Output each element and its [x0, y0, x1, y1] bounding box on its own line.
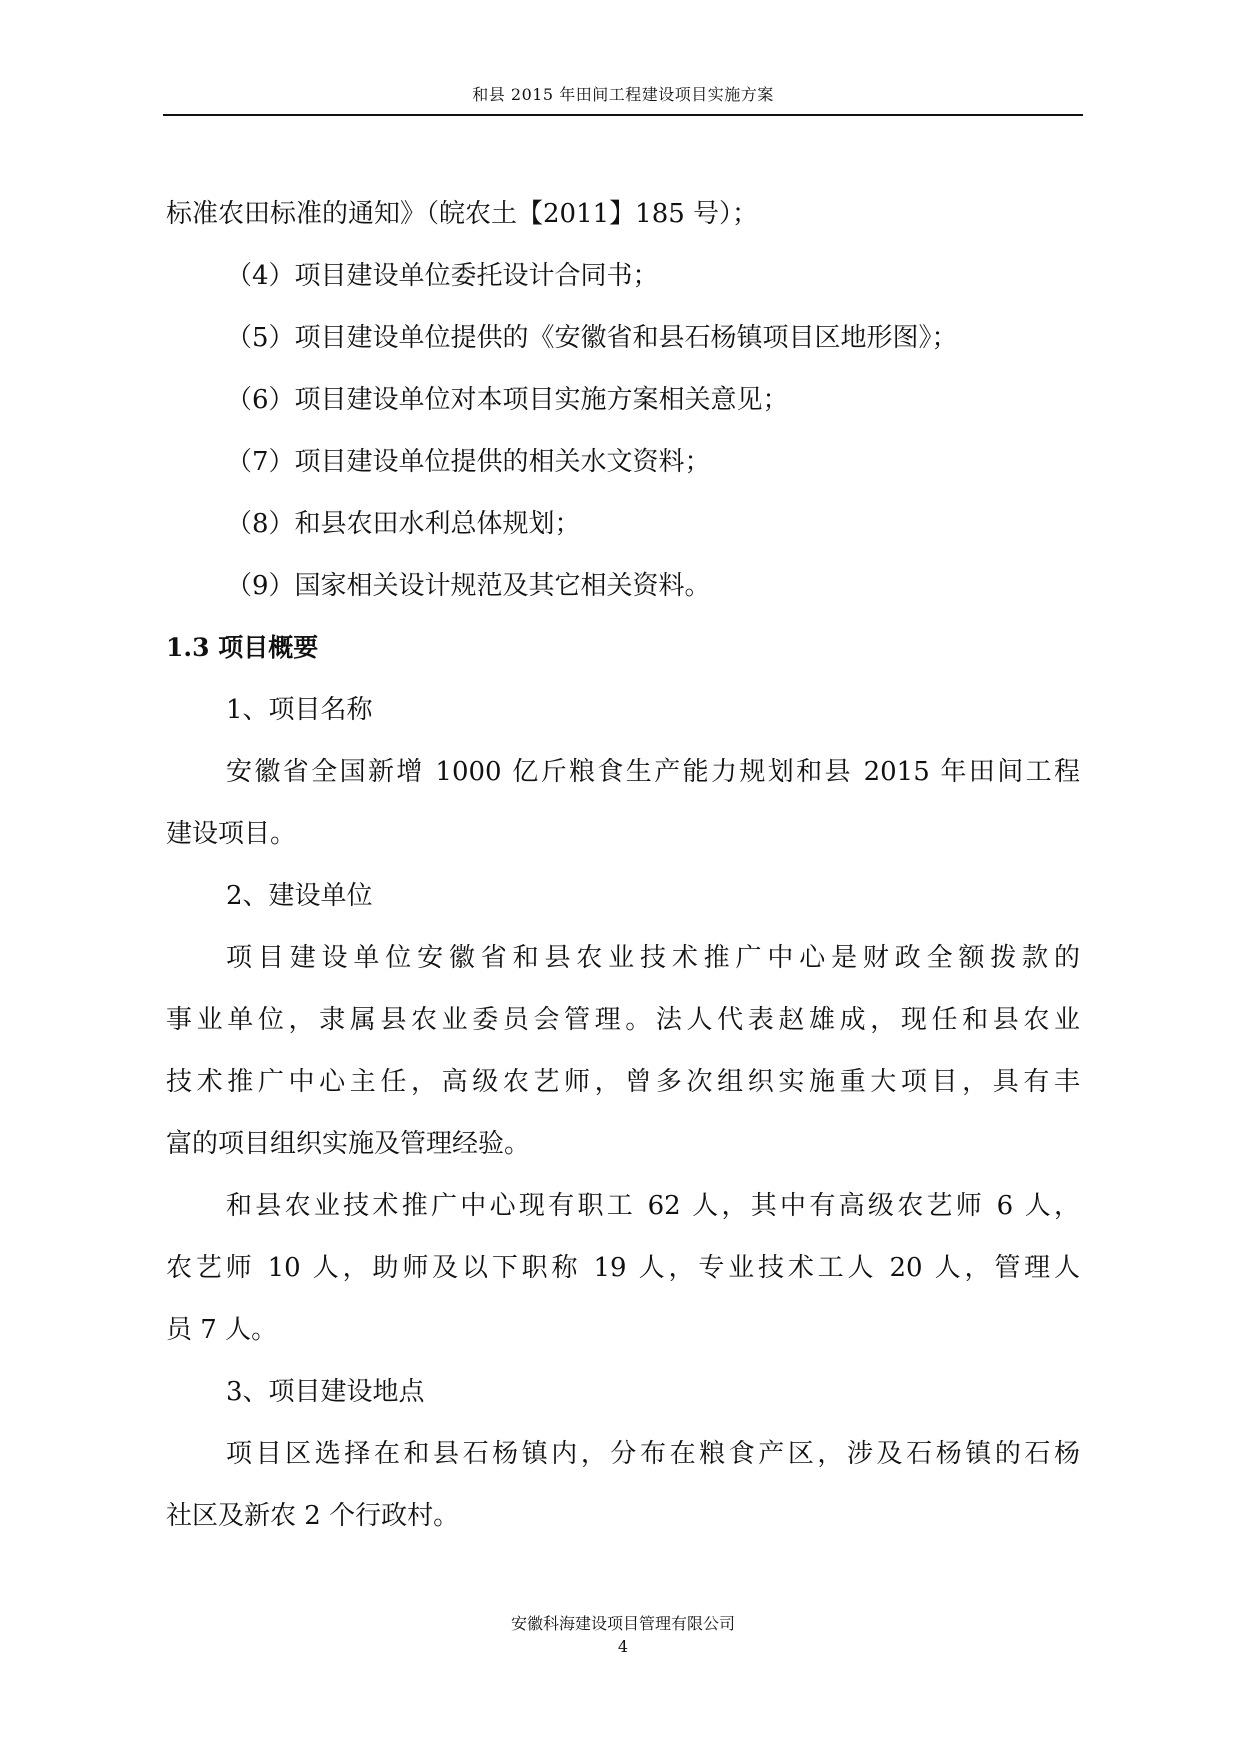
subsection-heading-project-name: 1、项目名称	[226, 695, 373, 725]
paragraph-line: 项目区选择在和县石杨镇内，分布在粮食产区，涉及石杨镇的石杨	[226, 1439, 1080, 1469]
paragraph-line: 员 7 人。	[166, 1315, 278, 1345]
header-divider	[163, 114, 1083, 116]
list-item-5: （5）项目建设单位提供的《安徽省和县石杨镇项目区地形图》；	[226, 323, 958, 353]
paragraph-line: 农艺师 10 人，助师及以下职称 19 人，专业技术工人 20 人，管理人	[166, 1253, 1080, 1283]
subsection-heading-construction-unit: 2、建设单位	[226, 881, 373, 911]
footer-company: 安徽科海建设项目管理有限公司	[510, 1614, 735, 1633]
paragraph-line: 事业单位，隶属县农业委员会管理。法人代表赵雄成，现任和县农业	[166, 1005, 1080, 1035]
paragraph-line: 项目建设单位安徽省和县农业技术推广中心是财政全额拨款的	[226, 943, 1080, 973]
page-number: 4	[617, 1637, 629, 1656]
paragraph-line: 社区及新农 2 个行政村。	[166, 1501, 460, 1531]
paragraph-line: 技术推广中心主任，高级农艺师，曾多次组织实施重大项目，具有丰	[166, 1067, 1080, 1097]
list-item-9: （9）国家相关设计规范及其它相关资料。	[226, 571, 711, 601]
paragraph-line: 标准农田标准的通知》（皖农土【2011】185 号）；	[166, 199, 759, 229]
list-item-8: （8）和县农田水利总体规划；	[226, 509, 581, 539]
paragraph-line: 富的项目组织实施及管理经验。	[166, 1129, 531, 1159]
page-header-title: 和县 2015 年田间工程建设项目实施方案	[472, 85, 774, 104]
list-item-6: （6）项目建设单位对本项目实施方案相关意见；	[226, 385, 789, 415]
paragraph-line: 安徽省全国新增 1000 亿斤粮食生产能力规划和县 2015 年田间工程	[226, 757, 1080, 787]
list-item-7: （7）项目建设单位提供的相关水文资料；	[226, 447, 711, 477]
section-heading: 1.3 项目概要	[166, 633, 319, 662]
paragraph-line: 建设项目。	[166, 819, 297, 849]
paragraph-line: 和县农业技术推广中心现有职工 62 人，其中有高级农艺师 6 人，	[226, 1191, 1080, 1221]
list-item-4: （4）项目建设单位委托设计合同书；	[226, 261, 659, 291]
subsection-heading-location: 3、项目建设地点	[226, 1377, 425, 1407]
